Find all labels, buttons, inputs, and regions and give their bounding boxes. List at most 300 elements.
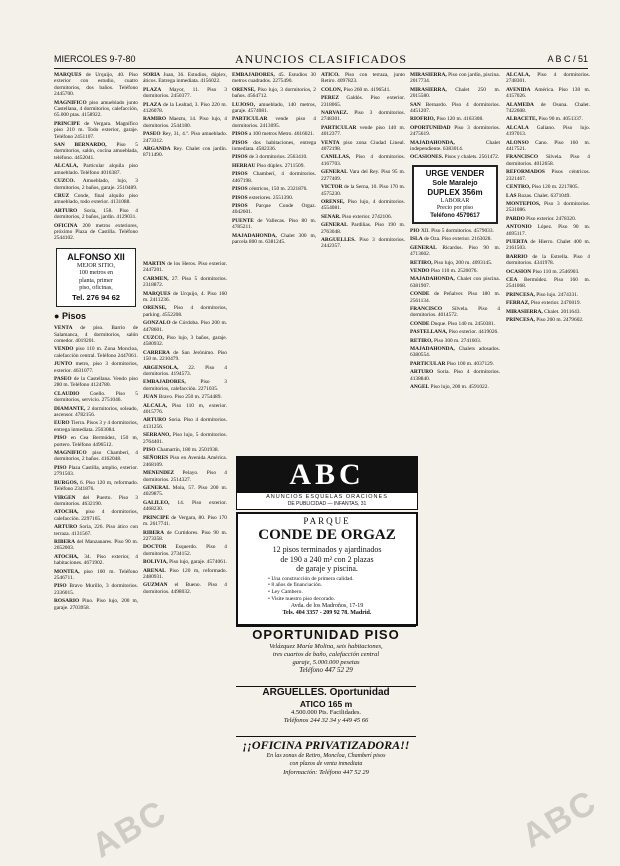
- classified-ad: [143, 146, 227, 159]
- ad-keyword: ROSARIO: [54, 598, 80, 605]
- ad-text: Esquerdo. Piso 4 dormitorios. 2734152.: [143, 544, 227, 557]
- classified-ad: [506, 309, 590, 315]
- ad-keyword: VICTOR: [321, 184, 343, 191]
- oficina-tel: Información: Teléfono 447 52 29: [283, 769, 369, 776]
- classified-ad: [143, 116, 227, 129]
- ad-keyword: VENDO: [54, 346, 74, 353]
- classified-ad: [143, 417, 227, 430]
- ad-keyword: MAJADAHONDA,: [410, 139, 455, 146]
- ad-keyword: LAS: [506, 192, 517, 199]
- ad-keyword: PUERTA: [506, 238, 528, 245]
- classified-ad: [143, 403, 227, 416]
- classified-ad: [506, 87, 590, 100]
- parque-bullet-text: Una construcción de primera calidad.: [271, 575, 354, 582]
- classified-ad: [506, 317, 590, 323]
- ad-keyword: PASEO: [143, 131, 161, 138]
- classified-ad: [54, 554, 138, 567]
- page-header: [54, 52, 588, 69]
- ad-text: Cano. Piso 160 m. 4417521.: [506, 139, 590, 153]
- classified-ad: [506, 184, 590, 190]
- abc-strip: ANUNCIOS ESQUELAS ORACIONES: [266, 494, 388, 500]
- urge-vender-ad: [412, 165, 498, 224]
- parque-bullet-text: Ley Cambero.: [271, 589, 303, 596]
- classified-ad: [410, 140, 500, 153]
- ad-text: de Oza. Piso exterior. 2163028.: [423, 236, 492, 243]
- alfonso-tel: Tel. 276 94 62: [72, 292, 120, 302]
- ad-text: Vara del Rey. Piso 95 m. 2277409.: [321, 169, 405, 182]
- classified-ad: [232, 163, 316, 169]
- parque-conde-orgaz-ad: [236, 512, 418, 626]
- ad-text: de 3 dormitorios. 2563410.: [248, 154, 308, 161]
- ad-keyword: SENAR.: [321, 213, 341, 220]
- ad-text: de la Castellana. Vendo piso 280 m. Teléfono 4124780.: [54, 376, 138, 389]
- ad-text: de Urquijo, 4. Piso 160 m. 2411236.: [143, 290, 227, 303]
- ad-keyword: SEÑORES: [143, 455, 169, 462]
- ad-keyword: PISOS: [232, 131, 248, 138]
- classified-ad: [321, 237, 405, 250]
- ad-keyword: DOCTOR: [143, 544, 167, 551]
- ad-text: piso Chamberí, 4 dormitorios, 2 baños. 4162048.: [54, 450, 138, 463]
- abc-strip-2: DE PUBLICIDAD — INFANTAS, 31: [287, 501, 367, 507]
- ad-text: de Vallecas. Piso 80 m. 4785211.: [232, 217, 316, 231]
- parque-bullet: [268, 589, 416, 596]
- ad-text: Soria, 158. Piso 4 dormitorios, 2 baños, jardín. 4129031.: [54, 207, 138, 221]
- classified-ad: [232, 195, 316, 201]
- ad-text: Parque Conde Orgaz. 4042601.: [232, 202, 316, 216]
- ad-text: Pelayo. Piso 4 dormitorios. 2514327.: [143, 470, 227, 483]
- ad-text: Piso 120 m, reformado. 2480931.: [143, 567, 227, 580]
- ad-keyword: MAJADAHONDA,: [232, 232, 277, 239]
- ad-text: de la Estrella. Piso 4 dormitorios. 4341978.: [506, 253, 590, 267]
- bullet-icon: •: [268, 582, 272, 589]
- ad-keyword: AVENIDA: [506, 86, 531, 93]
- classified-ad: [506, 292, 590, 298]
- parque-bullet-text: Visite nuestro piso decorado.: [271, 595, 336, 602]
- classified-ad: [54, 208, 138, 221]
- ad-text: de Vergara, 80. Piso 170 m. 2617741.: [143, 514, 227, 528]
- ad-text: Piso 110 m, exterior. 4015776.: [143, 402, 227, 415]
- ad-keyword: MONTEA,: [54, 568, 80, 575]
- ad-text: Piso 5 dormitorios, salón, cocina amueblada, teléfono. 4452041.: [54, 142, 138, 161]
- ad-keyword: PARTICULAR: [232, 116, 268, 123]
- ad-text: Piso 4 dormitorios. 4167703.: [321, 154, 405, 167]
- classified-ad: [143, 470, 227, 483]
- ad-keyword: ARGUELLES.: [321, 236, 356, 243]
- classified-ad: [506, 140, 590, 153]
- watermark-left: ABC: [85, 792, 174, 866]
- classified-ad: [506, 102, 590, 115]
- parque-bullet-text: 8 años de financiación.: [271, 582, 323, 589]
- ad-keyword: ORENSE,: [143, 305, 167, 312]
- ad-keyword: OFICINA: [54, 222, 78, 229]
- ad-keyword: PISOS: [232, 139, 248, 146]
- classified-ad: [54, 465, 138, 478]
- classified-ad: [143, 544, 227, 557]
- ad-text: Piso 200 m. 2479602.: [536, 317, 584, 323]
- ad-keyword: MONTEPIOS,: [506, 200, 541, 207]
- ad-text: Piso 260 m. 4196541.: [343, 86, 391, 93]
- classified-ad: [54, 163, 138, 176]
- pisos-title: Pisos: [61, 310, 86, 321]
- ad-keyword: BURGOS,: [54, 479, 79, 486]
- classified-ad: [410, 306, 500, 319]
- classified-ad: [506, 125, 590, 138]
- classified-ad: [321, 110, 405, 123]
- ad-text: Soria, 226. Piso ático con terraza. 4131567.: [54, 524, 138, 537]
- classified-ad: [410, 338, 500, 344]
- ad-keyword: ARTURO: [54, 207, 78, 214]
- classified-ad: [54, 598, 138, 611]
- ad-text: de la Serna, 10. Piso 170 m. 4575230.: [321, 184, 405, 197]
- ad-text: XII. Piso 5 dormitorios. 4579033.: [420, 227, 494, 234]
- abc-banner: [236, 456, 418, 510]
- classified-ad: [321, 214, 405, 220]
- parque-address: Avda. de los Madroños, 17-19: [290, 602, 364, 609]
- ad-keyword: CUZCO.: [54, 178, 75, 185]
- classified-ad: [54, 406, 138, 419]
- oportunidad-line-2: tres cuartos de baño, calefacción central: [272, 650, 380, 658]
- urge-line-5: Precio por piso: [436, 204, 474, 211]
- column-2: [143, 72, 227, 852]
- classified-ad: [54, 223, 138, 242]
- ad-text: piso 4 dormitorios, calefacción. 2297165.: [54, 509, 138, 522]
- ad-keyword: FRANCISCO: [410, 305, 443, 312]
- ad-keyword: PISOS: [232, 194, 248, 201]
- arguelles-ad: [236, 686, 416, 733]
- oportunidad-line-1: Velázquez María Molina, seis habitaciones,: [269, 643, 383, 650]
- classified-ad: [506, 300, 590, 306]
- classified-ad: [410, 329, 500, 335]
- ad-keyword: JUNTO: [54, 361, 73, 368]
- classified-ad: [143, 276, 227, 289]
- ad-text: Piso lujo, 200 m. 4591022.: [430, 384, 489, 390]
- ad-text: piso zona Ciudad Lineal. 4072198.: [321, 139, 405, 153]
- ad-keyword: REFORMADOS: [506, 169, 545, 176]
- classified-ad: [232, 87, 316, 100]
- ad-keyword: PASEO: [54, 376, 72, 382]
- ad-keyword: ALONSO: [506, 139, 529, 146]
- ad-text: Juan, 36. Estudios, dúplex, áticos. Entrega inmediata. 4156022.: [143, 72, 227, 85]
- ad-text: Rozas. Chalet. 6371049.: [517, 192, 571, 199]
- ad-text: el Bueno. Piso 4 dormitorios. 4498032.: [143, 582, 227, 595]
- header-page-number: A B C / 51: [547, 54, 588, 64]
- classified-ad: [232, 154, 316, 160]
- ad-text: Piso lujo. 2474331.: [536, 291, 579, 298]
- ad-text: piso amueblado junto Castellana, 4 dormitorios, calefacción, 65.000 ptas. 4158922.: [54, 99, 138, 119]
- ad-text: Chalet. 2011643.: [544, 308, 581, 315]
- ad-keyword: PISOS: [232, 154, 248, 161]
- classified-ad: [143, 394, 227, 400]
- ad-keyword: PISOS: [232, 202, 248, 209]
- ad-text: Bernardo. Piso 4 dormitorios. 4451207.: [410, 101, 500, 115]
- ad-text: Maeztu, 14. Piso lujo, 4 dormitorios. 2544180.: [143, 116, 227, 129]
- ad-keyword: ORENSE,: [232, 86, 256, 93]
- ad-keyword: NARVAEZ.: [321, 110, 349, 117]
- classified-ad: [54, 142, 138, 161]
- ad-keyword: LUJOSO,: [232, 101, 255, 108]
- oficina-l1: En las zonas de Retiro, Moncloa, Chamberí pisos: [266, 753, 386, 759]
- ad-text: Piso exterior. 2476019.: [530, 300, 581, 307]
- ad-keyword: CANILLAS,: [321, 154, 351, 161]
- ad-text: Bermúdez. Piso 160 m. 2541068.: [506, 276, 590, 290]
- classified-ad: [410, 291, 500, 304]
- ad-keyword: CEA: [506, 276, 518, 283]
- ad-keyword: DIAMANTE,: [54, 405, 86, 412]
- ad-text: Piso lujo, 3 baños, garaje. 4580932.: [143, 334, 227, 348]
- classified-ad: [410, 87, 500, 100]
- classified-ad: [232, 116, 316, 129]
- classified-ad: [506, 254, 590, 267]
- classified-ad: [54, 325, 138, 344]
- ad-text: Coello. Piso 5 dormitorios, servicio. 2751046.: [54, 390, 138, 404]
- ad-text: Piso exterior. 2478320.: [526, 215, 577, 222]
- arguelles-l3: 4.500.000 Pts. Facilidades.: [290, 709, 362, 716]
- pisos-section-heading: ● Pisos: [54, 310, 86, 321]
- bullet-icon: •: [268, 589, 272, 596]
- ad-text: Mola, 57. Piso 200 m. 4029875.: [143, 485, 227, 498]
- column-6: [506, 72, 590, 852]
- classified-ad: [410, 236, 500, 242]
- ad-text: Piso en Avenida América. 2468109.: [143, 455, 227, 468]
- ad-keyword: CARMEN,: [143, 275, 169, 282]
- classified-ad: [143, 131, 227, 144]
- ad-keyword: JUAN: [143, 394, 158, 401]
- ad-text: Piso 4 dormitorios, parking. 4552208.: [143, 305, 227, 318]
- classified-ad: [54, 435, 138, 448]
- classified-ad: [54, 480, 138, 493]
- alfonso-line-1: MEJOR SITIO,: [76, 262, 115, 269]
- ad-text: Amueblado, lujo, 3 dormitorios, 2 baños, garaje. 2510489.: [54, 178, 138, 191]
- ad-keyword: GUZMAN: [143, 582, 168, 589]
- classified-ad: [506, 154, 590, 167]
- classified-ad: [54, 100, 138, 119]
- ad-keyword: ALCALA,: [143, 402, 168, 409]
- ad-text: Rey, 31, 4.º. Piso amueblado. 2473312.: [143, 131, 227, 144]
- classified-ad: [143, 335, 227, 348]
- classified-ad: [321, 222, 405, 235]
- classified-ad: [143, 350, 227, 363]
- classified-ad: [143, 365, 227, 378]
- classified-ad: [506, 169, 590, 182]
- classified-ad: [410, 346, 500, 359]
- classified-ad: [54, 376, 138, 389]
- ad-keyword: PUENTE: [232, 217, 254, 224]
- ad-text: Piso lujo, 4 dormitorios. 4554081.: [321, 198, 405, 212]
- classified-ad: [232, 233, 316, 246]
- ad-keyword: GALILEO,: [143, 499, 170, 506]
- parque-l3: 12 pisos terminados y ajardinados: [272, 545, 382, 554]
- ad-text: exteriores. 2551390.: [248, 194, 294, 201]
- ad-text: Piso 3 dormitorios. 2531086.: [506, 200, 590, 214]
- ad-keyword: PRINCESA,: [506, 291, 535, 298]
- ad-keyword: EURO: [54, 420, 70, 427]
- ad-text: de Vergara. Magnífico piso 210 m. Todo exterior, garaje. Teléfono 2451107.: [54, 120, 138, 140]
- ad-keyword: OCASION: [506, 268, 532, 275]
- ad-keyword: ATICO.: [321, 72, 340, 78]
- classified-ad: [410, 369, 500, 382]
- ad-text: Pino. Piso lujo, 200 m, garaje. 2703958.: [54, 598, 138, 611]
- ad-keyword: ALCALA: [506, 124, 529, 131]
- ad-keyword: PLAZA: [143, 86, 162, 93]
- ad-keyword: ALCALA,: [54, 163, 79, 170]
- ad-text: Piso dúplex. 2711509.: [256, 162, 305, 169]
- ad-text: Piso lujo, 3 dormitorios, 2 baños. 4564712.: [232, 86, 316, 100]
- classified-ad: [143, 320, 227, 333]
- classified-ad: [321, 154, 405, 167]
- ad-text: Piso 120 m. 4163308.: [436, 116, 484, 123]
- ad-text: Soria. Piso 4 dormitorios. 4131256.: [143, 417, 227, 430]
- parque-l5: de garaje y piscina.: [296, 564, 358, 573]
- classified-ad: [143, 500, 227, 513]
- classified-ad: [54, 121, 138, 140]
- ad-keyword: PIO: [410, 227, 420, 234]
- ad-keyword: SAN BERNARDO,: [54, 142, 107, 149]
- ad-keyword: ORENSE,: [321, 198, 345, 205]
- ad-text: Rey. Chalet con jardín. 8711490.: [143, 146, 227, 159]
- classified-ad: [506, 277, 590, 290]
- ad-text: Piso 4 dormitorios. 2748301.: [506, 72, 590, 85]
- classified-ad: [143, 261, 227, 274]
- ad-text: Piso 300 m. 2741603.: [433, 337, 482, 344]
- ad-text: piso 110 m. Zona Moncloa, calefacción central. Teléfono 2447061.: [54, 346, 138, 359]
- classified-ad: [321, 125, 405, 138]
- ad-text: 2 dormitorios, soleado, ascensor. 4782156.: [54, 405, 138, 419]
- classified-ad: [506, 216, 590, 222]
- classified-ad: [232, 102, 316, 115]
- ad-keyword: VIRGEN: [54, 494, 76, 501]
- ad-keyword: VENDO: [410, 267, 430, 274]
- classified-ad: [506, 201, 590, 214]
- ad-text: piso 100 m. Teléfono 2546711.: [54, 568, 138, 581]
- ad-text: Piso exterior. 2742106.: [341, 213, 392, 220]
- ad-text: Chamartín, 180 m. 2501938.: [156, 447, 219, 454]
- classified-ad: [321, 199, 405, 212]
- ad-text: López. Piso 90 m. 4695117.: [506, 224, 590, 237]
- ad-keyword: FERRAZ,: [506, 300, 530, 307]
- ad-keyword: COLON,: [321, 86, 343, 93]
- classified-ad: [54, 509, 138, 522]
- ad-keyword: MENENDEZ: [143, 470, 175, 477]
- classified-ad: [54, 583, 138, 596]
- ad-text: Chalet 300 m, parcela 800 m. 6381245.: [232, 232, 316, 245]
- bullet-icon: •: [268, 595, 272, 602]
- classified-ad: [506, 116, 590, 122]
- ad-keyword: PISOS: [232, 171, 248, 178]
- ad-text: Piso lujo, 200 m. 4093145.: [433, 259, 493, 266]
- alfonso-line-2: 100 metros en: [79, 270, 113, 277]
- ad-text: Soria. Piso 4 dormitorios. 4138840.: [410, 369, 500, 382]
- ad-text: 200 metros exteriores, próximo Plaza de Castilla. Teléfono 2544102.: [54, 222, 138, 242]
- ad-text: Chalet 250 m. 2015580.: [410, 86, 500, 100]
- oficina-ad: [236, 736, 416, 817]
- ad-text: en Cea Bermúdez, 150 m, portero. Teléfono 4496512.: [54, 435, 138, 448]
- ad-text: Pisos y chalets. 2561472.: [444, 154, 500, 161]
- classified-ad: [143, 559, 227, 565]
- ad-keyword: PISOS: [232, 186, 248, 193]
- ad-keyword: CARRERA: [143, 349, 170, 356]
- ad-text: vende piso 4 dormitorios. 2413095.: [232, 116, 316, 129]
- ad-text: 14. Piso exterior. 4468230.: [143, 499, 227, 513]
- ad-text: Tierra. Pisos 3 y 4 dormitorios, entrega inmediata. 2563084.: [54, 420, 138, 433]
- alfonso-line-4: piso, oficinas,: [79, 285, 113, 292]
- ad-text: metro, piso 3 dormitorios, exterior. 4631077.: [54, 361, 138, 374]
- classified-ad: [54, 346, 138, 359]
- ad-keyword: SAN: [410, 101, 421, 108]
- ad-keyword: GENERAL: [321, 222, 348, 229]
- classified-ad: [54, 450, 138, 463]
- ad-keyword: MIRASIERRA,: [506, 308, 543, 315]
- ad-keyword: ARTURO: [143, 417, 167, 424]
- classified-ad: [321, 72, 405, 85]
- classified-ad: [143, 447, 227, 453]
- arguelles-l2: ATICO 165 m: [299, 699, 353, 709]
- parque-bullets: [238, 576, 416, 603]
- alfonso-line-3: planta, primer: [79, 277, 113, 284]
- ad-keyword: ARENAL: [143, 567, 166, 574]
- ad-text: Piso 90 m. 4051337.: [538, 116, 583, 123]
- arguelles-tel: Teléfonos 244 32 34 y 449 45 66: [283, 717, 369, 724]
- classified-ad: [143, 515, 227, 528]
- alfonso-title: ALFONSO XII: [67, 251, 125, 262]
- ad-keyword: VENTA: [321, 139, 340, 146]
- ad-keyword: PARTICULAR: [321, 124, 357, 131]
- ad-text: del Puerto. Piso 3 dormitorios. 4632190.: [54, 494, 138, 507]
- classified-ad: [232, 203, 316, 216]
- oportunidad-line-3: garaje, 5.000.000 pesetas: [292, 658, 360, 666]
- classified-ad: [143, 582, 227, 595]
- classified-ad: [143, 379, 227, 392]
- ad-keyword: ATOCHA,: [54, 553, 79, 560]
- classified-ad: [232, 218, 316, 231]
- classified-ad: [410, 245, 500, 258]
- ad-text: dos habitaciones, entrega inmediata. 4582336.: [232, 139, 316, 153]
- classified-ad: [54, 361, 138, 374]
- classified-ad: [54, 193, 138, 206]
- ad-text: Piso 3 dormitorios. 2475619.: [410, 124, 500, 138]
- classified-ad: [232, 186, 316, 192]
- classified-ad: [232, 171, 316, 184]
- ad-keyword: MIRASIERRA,: [410, 72, 447, 78]
- classified-ad: [506, 269, 590, 275]
- ad-text: de San Jerónimo. Piso 150 m. 2210479.: [143, 349, 227, 363]
- alfonso-xii-ad: [56, 248, 136, 307]
- classified-ad: [506, 193, 590, 199]
- ad-text: Plaza Castilla, amplio, exterior. 2791503.: [54, 464, 138, 478]
- oficina-title: ¡¡OFICINA PRIVATIZADORA!!: [242, 738, 410, 752]
- classified-ad: [54, 569, 138, 582]
- ad-keyword: PISO: [54, 583, 67, 590]
- ad-keyword: ARTURO: [54, 524, 78, 531]
- parque-l2: CONDE DE ORGAZ: [258, 527, 396, 543]
- ad-text: Bravo Murillo, 3 dormitorios. 2336015.: [54, 583, 138, 596]
- classified-ad: [506, 72, 590, 85]
- ad-keyword: ARGANDA: [143, 146, 171, 153]
- ad-text: Piso lujo, 5 dormitorios. 2764401.: [143, 432, 227, 445]
- column-4: [321, 72, 405, 444]
- ad-keyword: ALAMEDA: [506, 101, 534, 108]
- classified-ad: [143, 432, 227, 445]
- ad-keyword: CUZCO,: [143, 334, 164, 341]
- ad-text: de Curtidores. Piso 90 m. 2273358.: [143, 529, 227, 542]
- ad-text: Piso con jardín, piscina. 2017734.: [410, 72, 500, 85]
- ad-text: Piso 120 m. 2217805.: [531, 184, 579, 191]
- ad-text: Piso 3 dormitorios. 2748301.: [321, 110, 405, 123]
- parque-bullet: [268, 596, 416, 603]
- classified-ad: [143, 305, 227, 318]
- ad-text: Piso 3 dormitorios. 2442357.: [321, 236, 405, 250]
- ad-text: 6. Piso 120 m, reformado. Teléfono 2341876.: [54, 479, 138, 493]
- ad-keyword: RAMIRO: [143, 116, 167, 123]
